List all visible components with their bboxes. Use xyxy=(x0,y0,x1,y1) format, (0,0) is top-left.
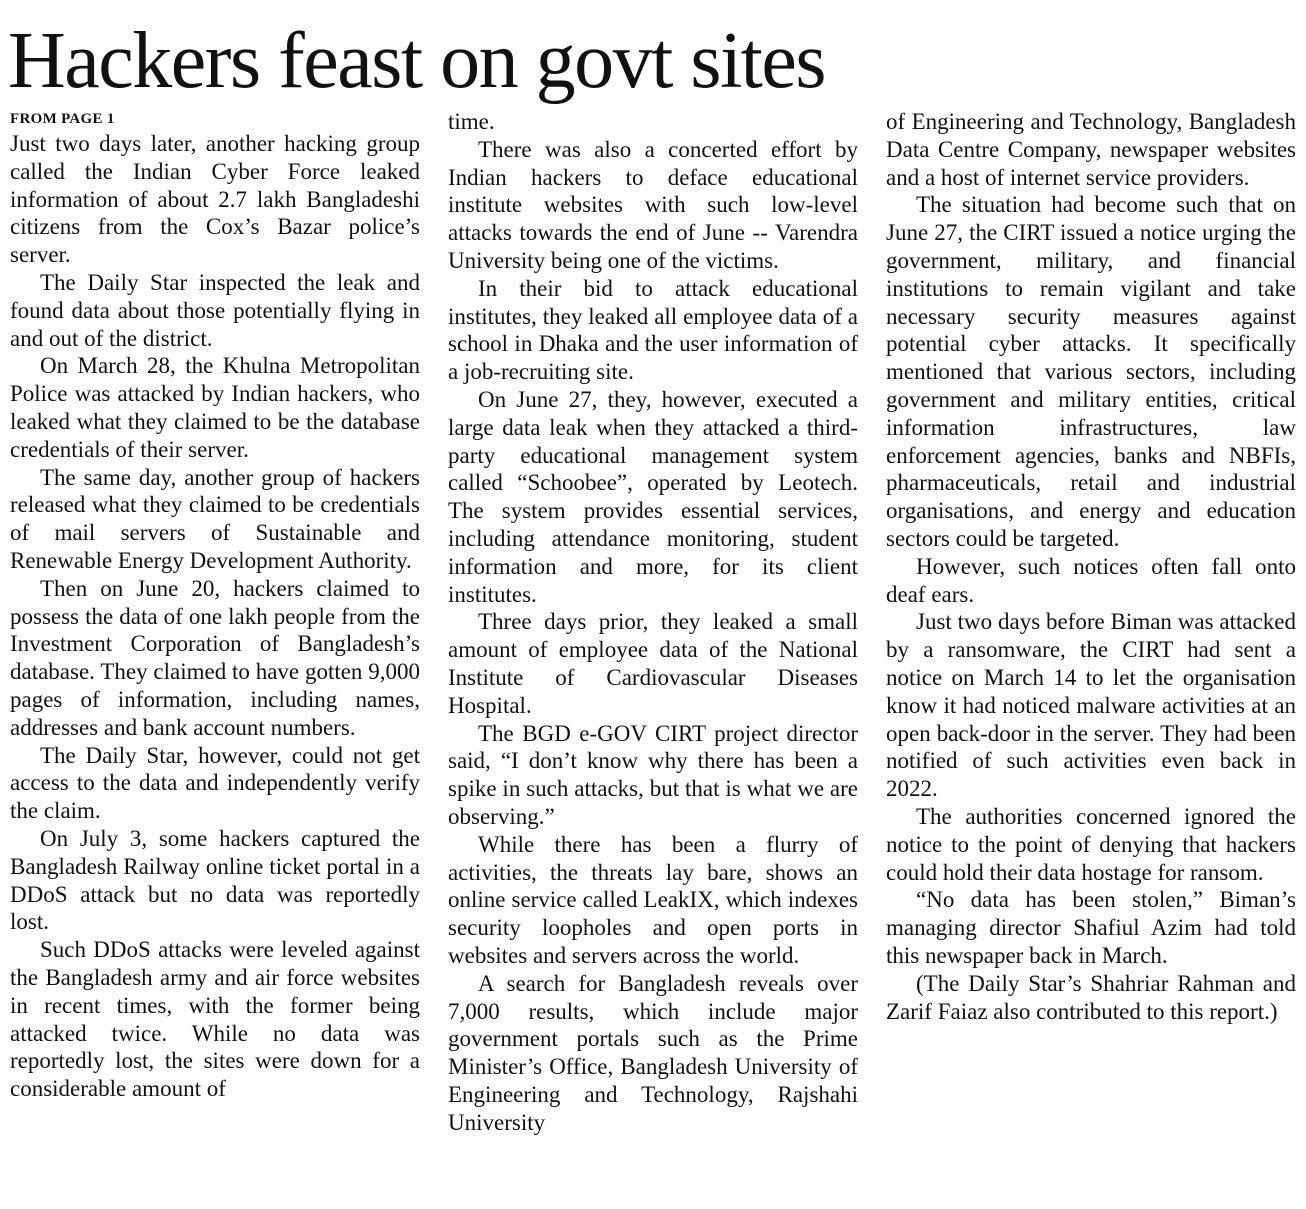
kicker-from-page: FROM PAGE 1 xyxy=(10,111,115,127)
paragraph: The BGD e-GOV CIRT project director said, “I don’t know why there has been a spike in such attacks, but that is what we are observing.” xyxy=(448,720,858,829)
paragraph: The authorities concerned ignored the notice to the point of denying that hackers could hold their data hostage for ransom. xyxy=(886,803,1296,885)
paragraph: The Daily Star inspected the leak and found data about those potentially flying in and out of the district. xyxy=(10,269,420,351)
paragraph: Three days prior, they leaked a small amount of employee data of the National Institute of Cardiovascular Diseases Hospital. xyxy=(448,609,858,718)
paragraph: (The Daily Star’s Shahriar Rahman and Zarif Faiaz also contributed to this report.) xyxy=(886,970,1296,1024)
paragraph: On June 27, they, however, executed a large data leak when they attacked a third-party educational management system called “Schoobee”, operated by Leotech. The system provides essential services, including attendance monitoring, student information and more, for its client institutes. xyxy=(448,386,858,607)
paragraph: of Engineering and Technology, Bangladesh Data Centre Company, newspaper websites and a host of internet service providers. xyxy=(886,109,1296,190)
paragraph: Then on June 20, hackers claimed to possess the data of one lakh people from the Investment Corporation of Bangladesh’s database. They claimed to have gotten 9,000 pages of information, including names, addresses and bank account numbers. xyxy=(10,575,420,740)
paragraph: While there has been a flurry of activities, the threats lay bare, shows an online service called LeakIX, which indexes security loopholes and open ports in websites and servers across the world. xyxy=(448,831,858,968)
paragraph: The Daily Star, however, could not get access to the data and independently verify the claim. xyxy=(10,742,420,824)
article-column-3 xyxy=(886,108,1296,1025)
paragraph: However, such notices often fall onto deaf ears. xyxy=(886,553,1296,607)
paragraph: Such DDoS attacks were leveled against the Bangladesh army and air force websites in recent times, with the former being attacked twice. While no data was reportedly lost, the sites were down for a considerable amount of xyxy=(10,937,420,1102)
paragraph: Just two days before Biman was attacked by a ransomware, the CIRT had sent a notice on March 14 to let the organisation know it had noticed malware activities at an open back-door in the server. They had been notified of such activities even back in 2022. xyxy=(886,609,1296,802)
paragraph: time. xyxy=(448,109,495,134)
paragraph: The same day, another group of hackers released what they claimed to be credentials of mail servers of Sustainable and Renewable Energy Development Authority. xyxy=(10,464,420,573)
paragraph: Just two days later, another hacking group called the Indian Cyber Force leaked information of about 2.7 lakh Bangladeshi citizens from the Cox’s Bazar police’s server. xyxy=(10,131,420,268)
paragraph: A search for Bangladesh reveals over 7,000 results, which include major government portals such as the Prime Minister’s Office, Bangladesh University of Engineering and Technology, Rajshahi University xyxy=(448,970,858,1135)
paragraph: The situation had become such that on June 27, the CIRT issued a notice urging the government, military, and financial institutions to remain vigilant and take necessary security measures against potential cyber attacks. It specifically mentioned that various sectors, including government and military entities, critical information infrastructures, law enforcement agencies, banks and NBFIs, pharmaceuticals, retail and industrial organisations, and energy and education sectors could be targeted. xyxy=(886,192,1296,551)
paragraph: On July 3, some hackers captured the Bangladesh Railway online ticket portal in a DDoS attack but no data was reportedly lost. xyxy=(10,825,420,935)
article-column-2 xyxy=(448,108,858,1136)
paragraph: “No data has been stolen,” Biman’s managing director Shafiul Azim had told this newspaper back in March. xyxy=(886,887,1296,968)
headline: Hackers feast on govt sites xyxy=(8,17,826,105)
paragraph: There was also a concerted effort by Indian hackers to deface educational institute websites with such low-level attacks towards the end of June -- Varendra University being one of the victims. xyxy=(448,136,858,273)
paragraph: On March 28, the Khulna Metropolitan Police was attacked by Indian hackers, who leaked what they claimed to be the database credentials of their server. xyxy=(10,353,420,462)
paragraph: In their bid to attack educational institutes, they leaked all employee data of a school in Dhaka and the user information of a job-recruiting site. xyxy=(448,275,858,385)
article-column-1 xyxy=(10,108,420,1103)
